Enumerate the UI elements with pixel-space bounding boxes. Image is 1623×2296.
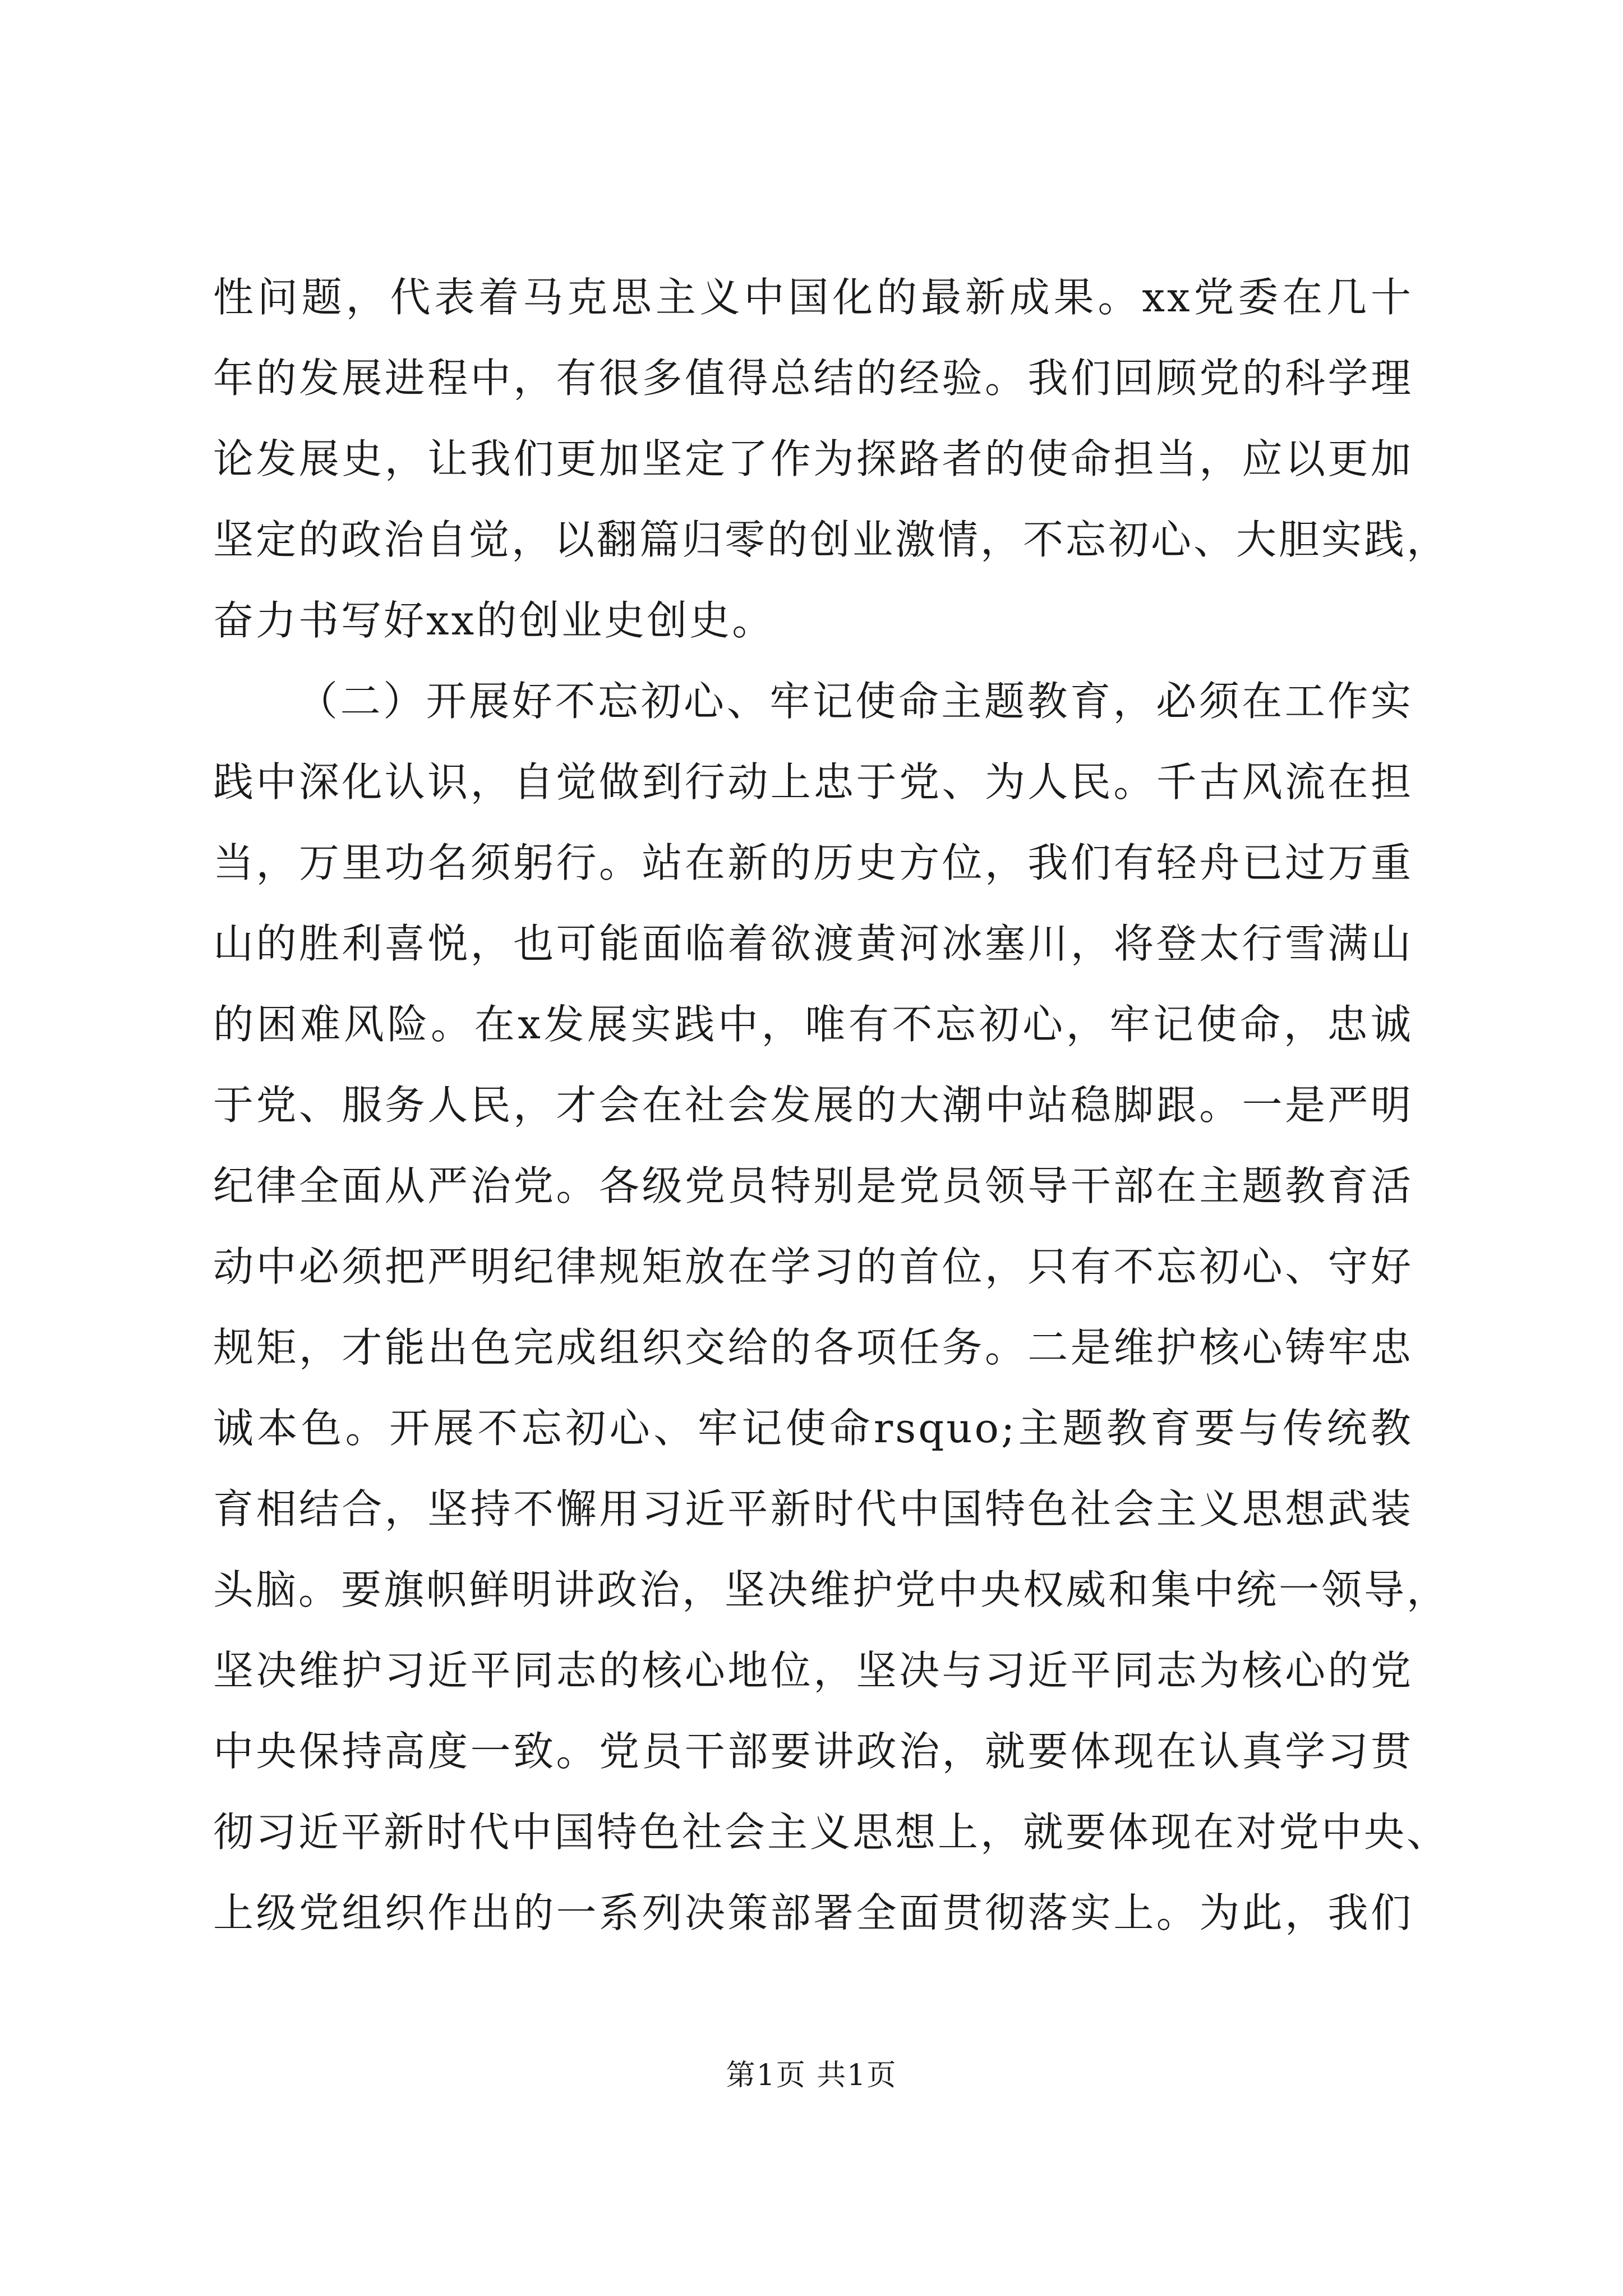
body-line-12: 纪律全面从严治党。各级党员特别是党员领导干部在主题教育活 — [213, 1162, 1413, 1209]
body-line-7: 践中深化认识，自觉做到行动上忠于党、为人民。千古风流在担 — [213, 758, 1413, 806]
body-line-20: 彻习近平新时代中国特色社会主义思想上，就要体现在对党中央、 — [213, 1809, 1450, 1856]
body-line-2: 年的发展进程中，有很多值得总结的经验。我们回顾党的科学理 — [213, 355, 1413, 402]
body-line-18: 坚决维护习近平同志的核心地位，坚决与习近平同志为核心的党 — [213, 1647, 1413, 1694]
body-line-21: 上级党组织作出的一系列决策部署全面贯彻落实上。为此，我们 — [213, 1889, 1413, 1936]
body-line-3: 论发展史，让我们更加坚定了作为探路者的使命担当，应以更加 — [213, 435, 1413, 482]
body-line-8: 当，万里功名须躬行。站在新的历史方位，我们有轻舟已过万重 — [213, 839, 1413, 886]
body-line-14: 规矩，才能出色完成组织交给的各项任务。二是维护核心铸牢忠 — [213, 1324, 1413, 1371]
section-heading-line: （二）开展好不忘初心、牢记使命主题教育，必须在工作实 — [297, 678, 1413, 725]
body-line-9: 山的胜利喜悦，也可能面临着欲渡黄河冰塞川，将登太行雪满山 — [213, 920, 1413, 967]
body-line-1: 性问题，代表着马克思主义中国化的最新成果。xx党委在几十 — [213, 274, 1413, 321]
page-footer: 第1页 共1页 — [726, 2059, 897, 2092]
body-line-17: 头脑。要旗帜鲜明讲政治，坚决维护党中央权威和集中统一领导， — [213, 1566, 1450, 1613]
body-line-13: 动中必须把严明纪律规矩放在学习的首位，只有不忘初心、守好 — [213, 1243, 1413, 1290]
body-line-5: 奋力书写好xx的创业史创史。 — [213, 597, 775, 644]
body-line-16: 育相结合，坚持不懈用习近平新时代中国特色社会主义思想武装 — [213, 1485, 1413, 1533]
body-line-15: 诚本色。开展不忘初心、牢记使命rsquo;主题教育要与传统教 — [213, 1405, 1413, 1452]
body-line-4: 坚定的政治自觉，以翻篇归零的创业激情，不忘初心、大胆实践， — [213, 516, 1450, 563]
body-line-19: 中央保持高度一致。党员干部要讲政治，就要体现在认真学习贯 — [213, 1728, 1413, 1775]
body-line-11: 于党、服务人民，才会在社会发展的大潮中站稳脚跟。一是严明 — [213, 1082, 1413, 1129]
body-line-10: 的困难风险。在x发展实践中，唯有不忘初心，牢记使命，忠诚 — [213, 1001, 1413, 1048]
